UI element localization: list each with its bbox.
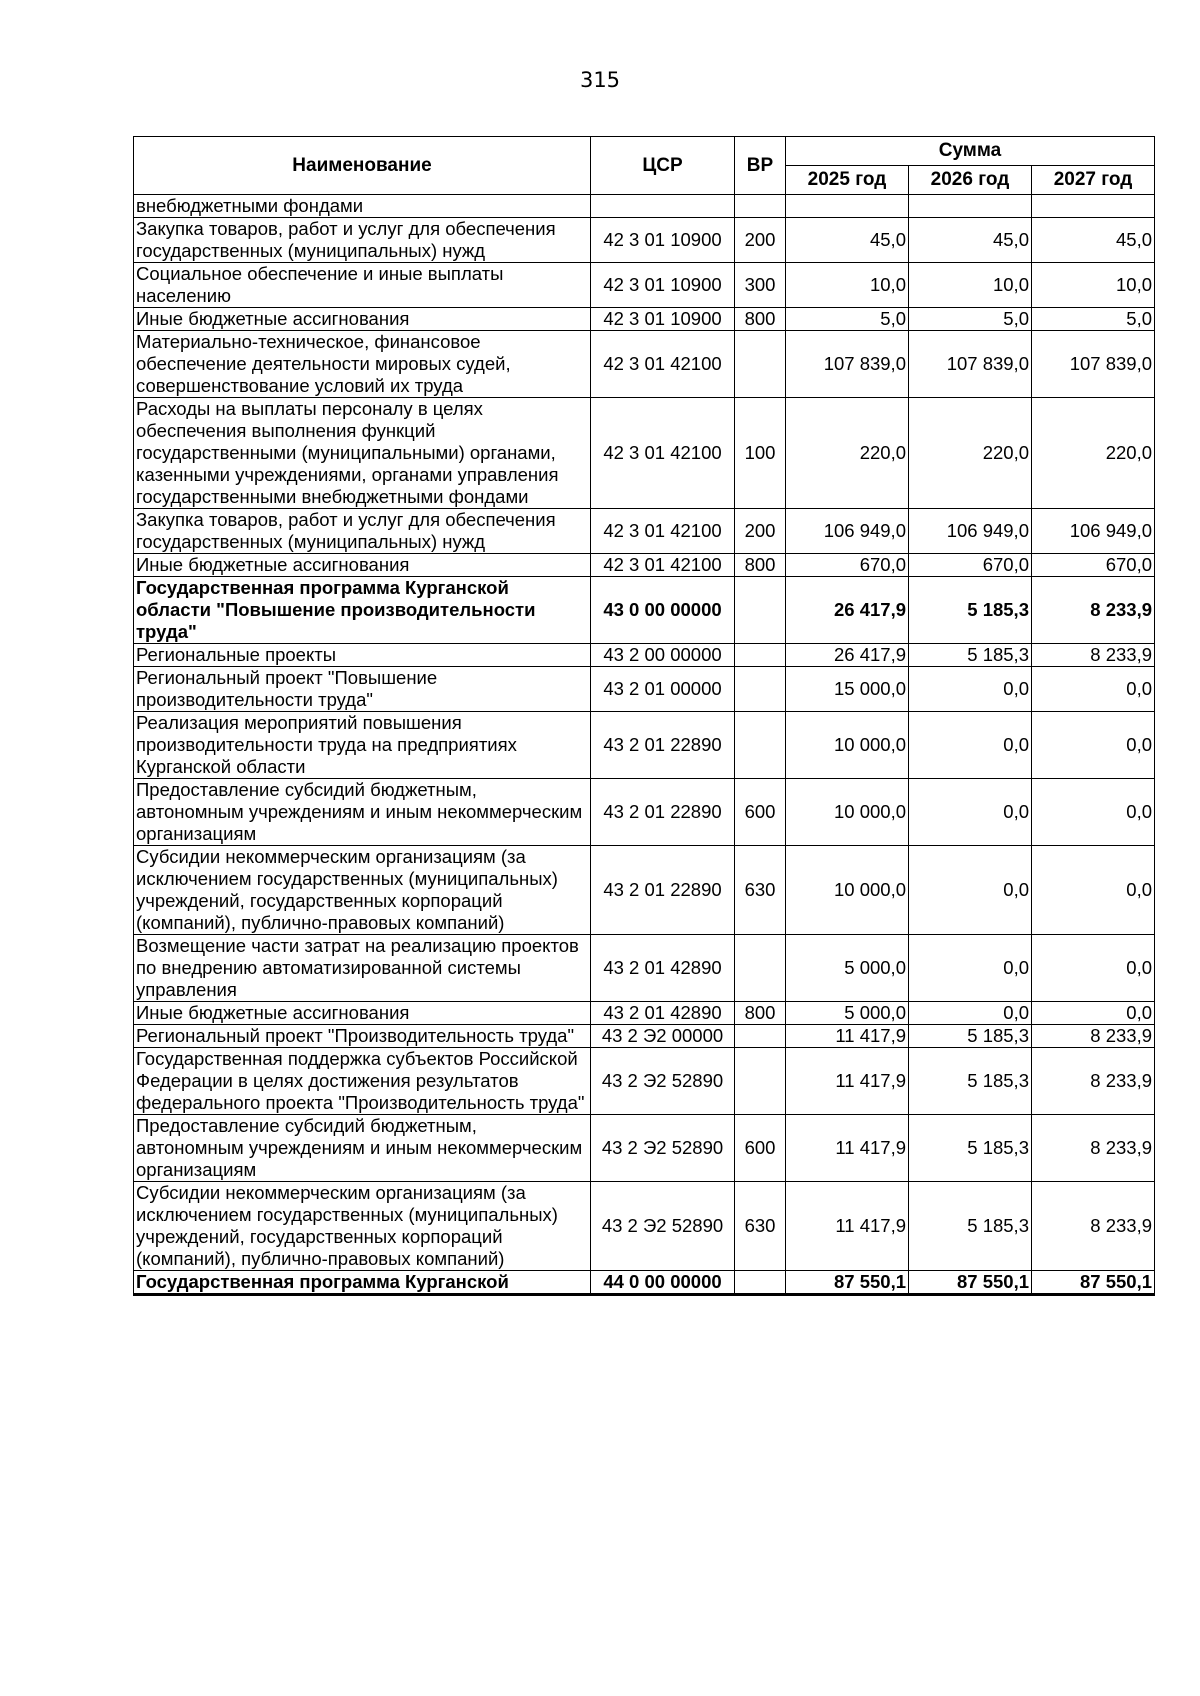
row-value-2025-cell: 15 000,0 — [786, 667, 909, 712]
row-name-cell: Государственная программа Курганской — [134, 1271, 591, 1295]
row-vr-cell: 800 — [735, 554, 786, 577]
row-vr-cell — [735, 577, 786, 644]
row-vr-cell — [735, 667, 786, 712]
row-value-2025-cell: 107 839,0 — [786, 331, 909, 398]
row-value-2027-cell: 5,0 — [1032, 308, 1155, 331]
table-row — [134, 577, 1155, 644]
row-value-2026-cell: 0,0 — [909, 712, 1032, 779]
header-year-2027: 2027 год — [1032, 166, 1155, 195]
row-csr-cell: 43 2 Э2 52890 — [591, 1048, 735, 1115]
row-value-2027-cell: 107 839,0 — [1032, 331, 1155, 398]
table-row — [134, 644, 1155, 667]
row-vr-cell — [735, 935, 786, 1002]
row-value-2026-cell: 5 185,3 — [909, 1115, 1032, 1182]
header-year-2025: 2025 год — [786, 166, 909, 195]
row-csr-cell: 43 2 Э2 52890 — [591, 1182, 735, 1271]
row-value-2025-cell: 45,0 — [786, 218, 909, 263]
table-row — [134, 1271, 1155, 1295]
row-vr-cell — [735, 1048, 786, 1115]
header-name: Наименование — [134, 137, 591, 195]
row-value-2025-cell: 220,0 — [786, 398, 909, 509]
table-row — [134, 554, 1155, 577]
row-value-2026-cell: 670,0 — [909, 554, 1032, 577]
row-csr-cell: 43 2 01 42890 — [591, 935, 735, 1002]
row-value-2025-cell: 5 000,0 — [786, 935, 909, 1002]
table-row — [134, 1002, 1155, 1025]
row-value-2026-cell: 220,0 — [909, 398, 1032, 509]
row-vr-cell: 630 — [735, 846, 786, 935]
table-row — [134, 1048, 1155, 1115]
row-name-cell: Реализация мероприятий повышения производительности труда на предприятиях Курганской области — [134, 712, 591, 779]
row-value-2026-cell: 0,0 — [909, 779, 1032, 846]
row-csr-cell: 43 2 01 22890 — [591, 846, 735, 935]
row-value-2025-cell: 11 417,9 — [786, 1048, 909, 1115]
row-value-2027-cell: 8 233,9 — [1032, 577, 1155, 644]
row-vr-cell: 800 — [735, 1002, 786, 1025]
row-csr-cell: 42 3 01 42100 — [591, 398, 735, 509]
table-row — [134, 398, 1155, 509]
row-value-2025-cell: 10 000,0 — [786, 712, 909, 779]
row-value-2026-cell: 87 550,1 — [909, 1271, 1032, 1295]
row-csr-cell: 43 2 00 00000 — [591, 644, 735, 667]
row-value-2027-cell: 10,0 — [1032, 263, 1155, 308]
row-name-cell: Региональный проект "Производительность труда" — [134, 1025, 591, 1048]
table-row — [134, 331, 1155, 398]
table-row — [134, 263, 1155, 308]
row-csr-cell: 43 2 01 42890 — [591, 1002, 735, 1025]
header-csr: ЦСР — [591, 137, 735, 195]
row-value-2027-cell: 0,0 — [1032, 779, 1155, 846]
row-value-2027-cell: 8 233,9 — [1032, 1025, 1155, 1048]
row-value-2025-cell — [786, 195, 909, 218]
row-value-2026-cell — [909, 195, 1032, 218]
row-vr-cell: 630 — [735, 1182, 786, 1271]
row-name-cell: Государственная программа Курганской области "Повышение производительности труда" — [134, 577, 591, 644]
row-name-cell: Предоставление субсидий бюджетным, автономным учреждениям и иным некоммерческим организациям — [134, 1115, 591, 1182]
row-name-cell: Государственная поддержка субъектов Российской Федерации в целях достижения результатов федерального проекта "Производительность труда" — [134, 1048, 591, 1115]
row-name-cell: Возмещение части затрат на реализацию проектов по внедрению автоматизированной системы управления — [134, 935, 591, 1002]
header-year-2026: 2026 год — [909, 166, 1032, 195]
row-value-2025-cell: 670,0 — [786, 554, 909, 577]
row-value-2026-cell: 0,0 — [909, 1002, 1032, 1025]
row-csr-cell: 42 3 01 10900 — [591, 263, 735, 308]
row-value-2027-cell: 8 233,9 — [1032, 1048, 1155, 1115]
row-value-2025-cell: 106 949,0 — [786, 509, 909, 554]
row-csr-cell: 43 2 01 22890 — [591, 779, 735, 846]
table-row — [134, 1025, 1155, 1048]
row-value-2025-cell: 5 000,0 — [786, 1002, 909, 1025]
row-vr-cell — [735, 195, 786, 218]
row-value-2027-cell: 0,0 — [1032, 935, 1155, 1002]
row-value-2027-cell: 220,0 — [1032, 398, 1155, 509]
row-value-2025-cell: 5,0 — [786, 308, 909, 331]
row-name-cell: Иные бюджетные ассигнования — [134, 1002, 591, 1025]
row-value-2026-cell: 106 949,0 — [909, 509, 1032, 554]
table-row — [134, 1182, 1155, 1271]
row-csr-cell: 42 3 01 42100 — [591, 509, 735, 554]
row-csr-cell: 43 0 00 00000 — [591, 577, 735, 644]
row-value-2027-cell: 106 949,0 — [1032, 509, 1155, 554]
row-vr-cell: 600 — [735, 779, 786, 846]
row-value-2027-cell: 8 233,9 — [1032, 644, 1155, 667]
row-value-2025-cell: 87 550,1 — [786, 1271, 909, 1295]
row-name-cell: Субсидии некоммерческим организациям (за исключением государственных (муниципальных) учреждений, государственных корпораций (компаний), публично-правовых компаний) — [134, 1182, 591, 1271]
row-vr-cell: 800 — [735, 308, 786, 331]
row-csr-cell: 43 2 Э2 00000 — [591, 1025, 735, 1048]
row-value-2026-cell: 5 185,3 — [909, 1182, 1032, 1271]
row-value-2026-cell: 5 185,3 — [909, 577, 1032, 644]
row-csr-cell: 43 2 Э2 52890 — [591, 1115, 735, 1182]
row-value-2026-cell: 0,0 — [909, 667, 1032, 712]
row-csr-cell — [591, 195, 735, 218]
row-value-2026-cell: 0,0 — [909, 846, 1032, 935]
row-vr-cell: 300 — [735, 263, 786, 308]
table-row — [134, 195, 1155, 218]
row-name-cell: внебюджетными фондами — [134, 195, 591, 218]
table-row — [134, 846, 1155, 935]
row-csr-cell: 42 3 01 10900 — [591, 308, 735, 331]
row-value-2026-cell: 107 839,0 — [909, 331, 1032, 398]
row-value-2027-cell: 45,0 — [1032, 218, 1155, 263]
row-csr-cell: 42 3 01 10900 — [591, 218, 735, 263]
table-row — [134, 1115, 1155, 1182]
row-value-2025-cell: 26 417,9 — [786, 644, 909, 667]
row-value-2026-cell: 5,0 — [909, 308, 1032, 331]
row-value-2025-cell: 26 417,9 — [786, 577, 909, 644]
table-row — [134, 779, 1155, 846]
header-vr: ВР — [735, 137, 786, 195]
row-name-cell: Расходы на выплаты персоналу в целях обеспечения выполнения функций государственными (муниципальными) органами, казенными учреждениями, органами управления государственными внебюджетными фондами — [134, 398, 591, 509]
row-name-cell: Социальное обеспечение и иные выплаты населению — [134, 263, 591, 308]
row-name-cell: Материально-техническое, финансовое обеспечение деятельности мировых судей, совершенствование условий их труда — [134, 331, 591, 398]
row-value-2026-cell: 5 185,3 — [909, 644, 1032, 667]
row-value-2025-cell: 10 000,0 — [786, 846, 909, 935]
row-name-cell: Закупка товаров, работ и услуг для обеспечения государственных (муниципальных) нужд — [134, 218, 591, 263]
row-value-2025-cell: 11 417,9 — [786, 1182, 909, 1271]
row-name-cell: Субсидии некоммерческим организациям (за исключением государственных (муниципальных) учреждений, государственных корпораций (компаний), публично-правовых компаний) — [134, 846, 591, 935]
table-row — [134, 712, 1155, 779]
table-row — [134, 308, 1155, 331]
row-csr-cell: 43 2 01 22890 — [591, 712, 735, 779]
row-name-cell: Региональный проект "Повышение производительности труда" — [134, 667, 591, 712]
table-row — [134, 935, 1155, 1002]
row-value-2026-cell: 0,0 — [909, 935, 1032, 1002]
budget-table — [133, 136, 1155, 1296]
table-row — [134, 509, 1155, 554]
row-value-2025-cell: 11 417,9 — [786, 1115, 909, 1182]
row-value-2026-cell: 5 185,3 — [909, 1048, 1032, 1115]
row-value-2025-cell: 11 417,9 — [786, 1025, 909, 1048]
header-sum: Сумма — [786, 137, 1155, 166]
row-vr-cell — [735, 1271, 786, 1295]
row-value-2027-cell: 0,0 — [1032, 667, 1155, 712]
row-vr-cell: 600 — [735, 1115, 786, 1182]
row-value-2027-cell: 0,0 — [1032, 846, 1155, 935]
row-value-2027-cell: 0,0 — [1032, 1002, 1155, 1025]
table-body — [134, 195, 1155, 1295]
row-name-cell: Закупка товаров, работ и услуг для обеспечения государственных (муниципальных) нужд — [134, 509, 591, 554]
row-csr-cell: 43 2 01 00000 — [591, 667, 735, 712]
row-csr-cell: 44 0 00 00000 — [591, 1271, 735, 1295]
row-vr-cell: 200 — [735, 218, 786, 263]
row-value-2025-cell: 10,0 — [786, 263, 909, 308]
row-value-2027-cell: 0,0 — [1032, 712, 1155, 779]
row-csr-cell: 42 3 01 42100 — [591, 331, 735, 398]
table-row — [134, 667, 1155, 712]
page-number: 315 — [579, 68, 621, 92]
row-value-2026-cell: 5 185,3 — [909, 1025, 1032, 1048]
row-vr-cell — [735, 331, 786, 398]
table-row — [134, 218, 1155, 263]
row-value-2027-cell — [1032, 195, 1155, 218]
row-vr-cell — [735, 644, 786, 667]
row-value-2025-cell: 10 000,0 — [786, 779, 909, 846]
row-name-cell: Иные бюджетные ассигнования — [134, 554, 591, 577]
row-name-cell: Региональные проекты — [134, 644, 591, 667]
row-value-2027-cell: 8 233,9 — [1032, 1182, 1155, 1271]
row-value-2027-cell: 670,0 — [1032, 554, 1155, 577]
row-value-2026-cell: 10,0 — [909, 263, 1032, 308]
row-value-2027-cell: 8 233,9 — [1032, 1115, 1155, 1182]
row-vr-cell: 200 — [735, 509, 786, 554]
row-value-2026-cell: 45,0 — [909, 218, 1032, 263]
row-csr-cell: 42 3 01 42100 — [591, 554, 735, 577]
row-value-2027-cell: 87 550,1 — [1032, 1271, 1155, 1295]
row-vr-cell — [735, 1025, 786, 1048]
row-name-cell: Иные бюджетные ассигнования — [134, 308, 591, 331]
row-vr-cell — [735, 712, 786, 779]
row-name-cell: Предоставление субсидий бюджетным, автономным учреждениям и иным некоммерческим организациям — [134, 779, 591, 846]
row-vr-cell: 100 — [735, 398, 786, 509]
